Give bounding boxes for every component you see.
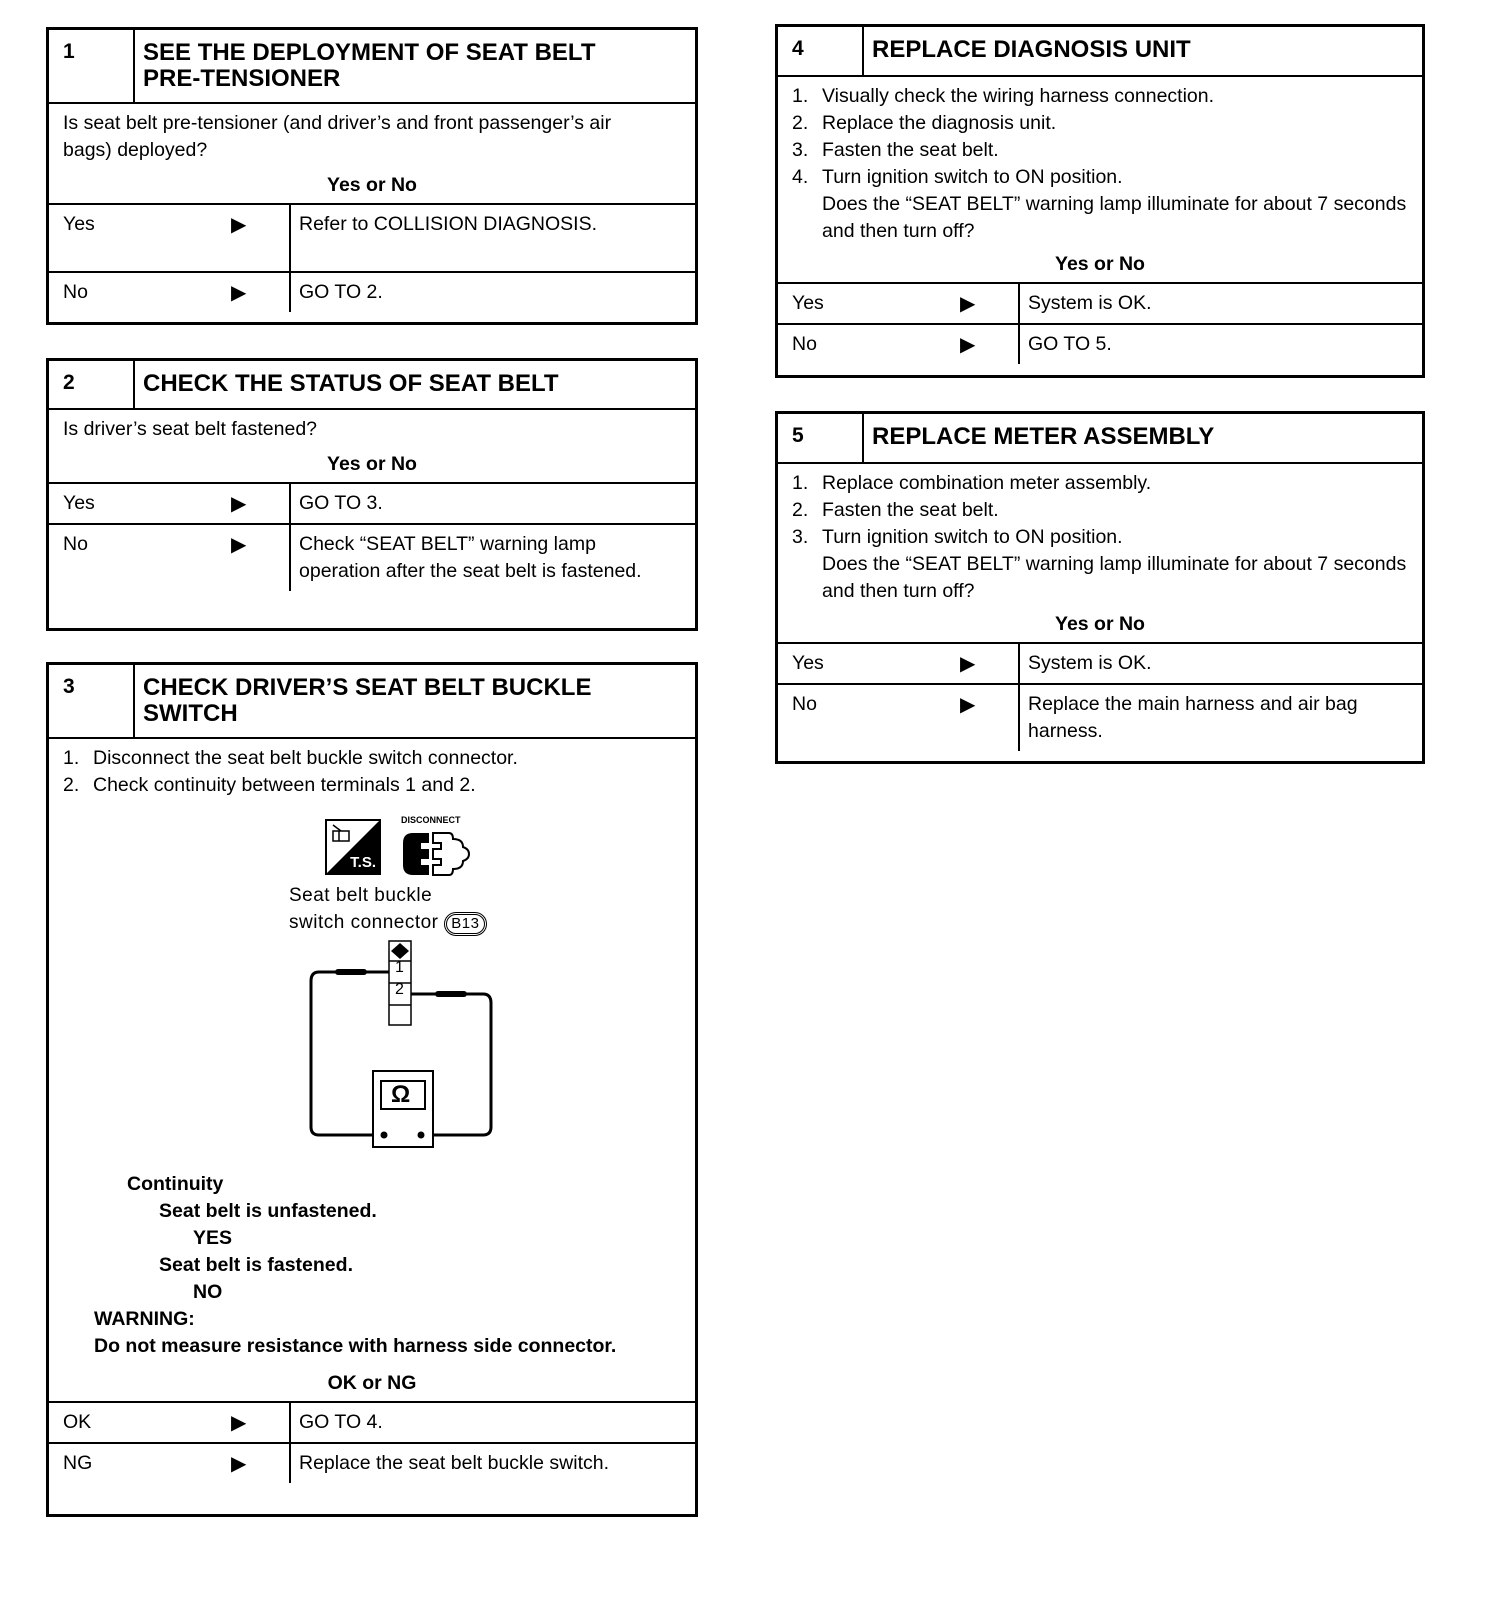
circuit-wiring [307, 939, 507, 1159]
ohm-meter-icon: Ω [391, 1081, 411, 1108]
ts-icon [325, 819, 381, 875]
arrow-right-icon: ▶ [231, 282, 247, 304]
arrow-right-icon: ▶ [960, 334, 976, 356]
instruction-list [792, 470, 1408, 551]
step-1-body [49, 104, 695, 172]
step-2-body [49, 410, 695, 451]
arrow-right-icon: ▶ [231, 493, 247, 515]
outcome-result: GO TO 4. [299, 1411, 383, 1433]
step-2-header [49, 361, 695, 410]
arrow-right-icon: ▶ [960, 293, 976, 315]
outcome-label: Yes [792, 652, 824, 674]
step-number: 2 [49, 361, 135, 408]
warning-text: Do not measure resistance with harness side connector. [94, 1335, 617, 1357]
question-text: Is seat belt pre-tensioner (and driver’s and front passenger’s air bags) deployed? [63, 112, 612, 161]
step-3-header [49, 665, 695, 739]
step-number: 5 [778, 414, 864, 462]
step-number: 4 [778, 27, 864, 75]
outcome-label: NG [63, 1452, 93, 1474]
instruction-item: 2. Fasten the seat belt. [792, 499, 999, 521]
outcome-label: OK [63, 1411, 92, 1433]
decision-label: OK or NG [327, 1372, 417, 1394]
connector-id-badge: B13 [444, 912, 486, 936]
instruction-list [792, 83, 1408, 191]
instruction-list [63, 745, 681, 799]
terminal-1-label: 1 [395, 959, 404, 976]
terminal-2-label: 2 [395, 981, 404, 998]
outcome-label: No [792, 693, 817, 715]
decision-label: Yes or No [1055, 613, 1145, 635]
outcome-label: No [792, 333, 817, 355]
step-3-box [46, 662, 698, 1517]
connector-caption: Seat belt buckle switch connector B13 [289, 882, 487, 936]
arrow-right-icon: ▶ [231, 534, 247, 556]
instruction-item: 2. Check continuity between terminals 1 and 2. [63, 774, 476, 796]
step-title: REPLACE DIAGNOSIS UNIT [872, 36, 1191, 63]
step-title: CHECK DRIVER’S SEAT BELT BUCKLE SWITCH [143, 674, 592, 727]
outcome-result: GO TO 2. [299, 281, 383, 303]
step-5-header [778, 414, 1422, 464]
outcome-row-yes [778, 282, 1422, 323]
outcome-result: GO TO 5. [1028, 333, 1112, 355]
outcome-result: Replace the seat belt buckle switch. [299, 1452, 610, 1474]
outcome-row-ok [49, 1401, 695, 1442]
continuity-spec: Continuity Seat belt is unfastened. YES Seat belt is fastened. NO [49, 1171, 695, 1306]
arrow-right-icon: ▶ [231, 1453, 247, 1475]
step-4-box [775, 24, 1425, 378]
instruction-item: 1. Replace combination meter assembly. [792, 472, 1152, 494]
arrow-right-icon: ▶ [960, 653, 976, 675]
outcome-result: Refer to COLLISION DIAGNOSIS. [299, 213, 598, 235]
instruction-item: 3. Fasten the seat belt. [792, 139, 999, 161]
step-5-box [775, 411, 1425, 764]
step-3-body [49, 739, 695, 799]
outcome-result: System is OK. [1028, 652, 1152, 674]
outcome-row-no [49, 271, 695, 312]
outcome-row-yes [49, 482, 695, 523]
warning-label: WARNING: [94, 1308, 195, 1330]
outcome-row-ng [49, 1442, 695, 1483]
outcome-label: Yes [63, 492, 95, 514]
outcome-result: GO TO 3. [299, 492, 383, 514]
step-4-body [778, 77, 1422, 253]
step-number: 3 [49, 665, 135, 737]
instruction-item: 1. Disconnect the seat belt buckle switch connector. [63, 747, 518, 769]
outcome-result: Replace the main harness and air bag harness. [1028, 693, 1358, 742]
step-title: REPLACE METER ASSEMBLY [872, 423, 1215, 450]
outcome-row-no [778, 683, 1422, 751]
step-1-header [49, 30, 695, 104]
continuity-heading: Continuity [127, 1173, 224, 1195]
arrow-right-icon: ▶ [231, 214, 247, 236]
step-title: CHECK THE STATUS OF SEAT BELT [143, 370, 559, 397]
decision-label: Yes or No [327, 174, 417, 196]
instruction-item: 3. Turn ignition switch to ON position. [792, 526, 1123, 548]
step-1-box [46, 27, 698, 325]
disconnect-connector-icon [399, 829, 479, 879]
question-text: Does the “SEAT BELT” warning lamp illuminate for about 7 seconds and then turn off? [822, 553, 1407, 602]
arrow-right-icon: ▶ [960, 694, 976, 716]
step-4-header [778, 27, 1422, 77]
outcome-label: Yes [63, 213, 95, 235]
instruction-item: 1. Visually check the wiring harness connection. [792, 85, 1215, 107]
outcome-result: System is OK. [1028, 292, 1152, 314]
outcome-label: Yes [792, 292, 824, 314]
warning-block [49, 1306, 695, 1360]
instruction-item: 2. Replace the diagnosis unit. [792, 112, 1057, 134]
arrow-right-icon: ▶ [231, 1412, 247, 1434]
disconnect-label: DISCONNECT [401, 815, 461, 825]
outcome-row-no [49, 523, 695, 591]
instruction-item: 4. Turn ignition switch to ON position. [792, 166, 1123, 188]
step-title: SEE THE DEPLOYMENT OF SEAT BELT PRE-TENSIONER [143, 39, 596, 92]
question-text: Is driver’s seat belt fastened? [63, 418, 318, 440]
outcome-result: Check “SEAT BELT” warning lamp operation after the seat belt is fastened. [299, 533, 642, 582]
decision-label: Yes or No [1055, 253, 1145, 275]
outcome-row-yes [49, 203, 695, 271]
outcome-row-yes [778, 642, 1422, 683]
outcome-label: No [63, 281, 88, 303]
continuity-check-diagram [49, 799, 695, 1179]
outcome-label: No [63, 533, 88, 555]
ts-label: T.S. [350, 854, 376, 871]
outcome-row-no [778, 323, 1422, 364]
step-5-body [778, 464, 1422, 613]
decision-label: Yes or No [327, 453, 417, 475]
step-number: 1 [49, 30, 135, 102]
step-2-box [46, 358, 698, 631]
question-text: Does the “SEAT BELT” warning lamp illuminate for about 7 seconds and then turn off? [822, 193, 1407, 242]
